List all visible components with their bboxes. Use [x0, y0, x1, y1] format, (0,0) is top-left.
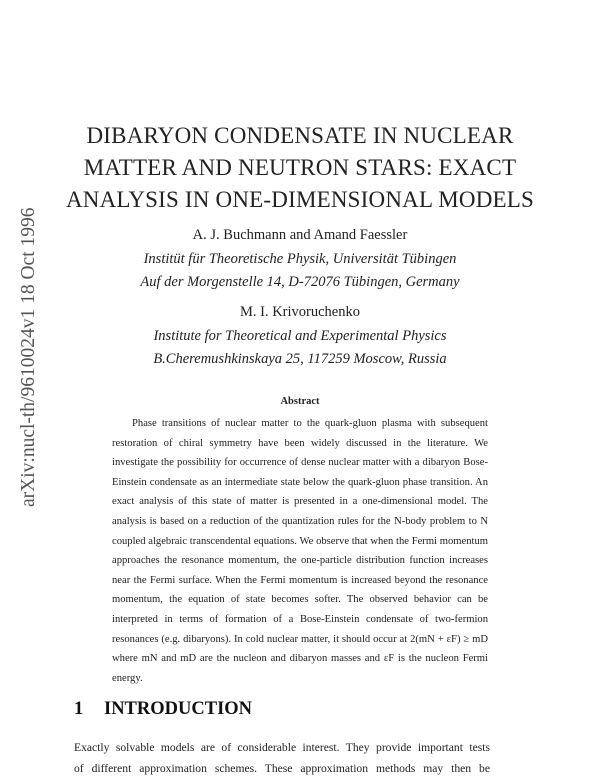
- intro-line-1: Exactly solvable models are of considerable interest. They provide important tests: [74, 741, 490, 754]
- affiliation-1-line-2: Auf der Morgenstelle 14, D-72076 Tübingen, Germany: [140, 274, 460, 290]
- title-line-3: ANALYSIS IN ONE-DIMENSIONAL MODELS: [65, 187, 535, 212]
- section-title: INTRODUCTION: [104, 699, 253, 719]
- authors-group-1: A. J. Buchmann and Amand Faessler: [192, 227, 408, 243]
- arxiv-identifier: arXiv:nucl-th/9610024v1 18 Oct 1996: [18, 207, 39, 507]
- title-line-2: MATTER AND NEUTRON STARS: EXACT: [83, 155, 517, 180]
- intro-line-2: of different approximation schemes. These approximation methods may then be: [74, 762, 490, 775]
- authors-group-2: M. I. Krivoruchenko: [239, 304, 360, 320]
- introduction-text: [74, 737, 490, 779]
- section-number: 1: [74, 699, 84, 719]
- affiliation-2-line-1: Institute for Theoretical and Experimental Physics: [153, 328, 447, 344]
- abstract-heading: Abstract: [280, 396, 320, 407]
- affiliation-2-line-2: B.Cheremushkinskaya 25, 117259 Moscow, Russia: [153, 351, 447, 367]
- title-line-1: DIBARYON CONDENSATE IN NUCLEAR: [86, 123, 514, 148]
- affiliation-1-line-1: Institüt für Theoretische Physik, Universität Tübingen: [143, 251, 457, 267]
- paper-title: [60, 120, 540, 216]
- abstract-body: Phase transitions of nuclear matter to the quark-gluon plasma with subsequent restoration of chiral symmetry have been widely discussed in the literature. We investigate the possibility for occurrence of dense nuclear matter with a dibaryon Bose-Einstein condensate as an intermediate state below the quark-gluon phase transition. An exact analysis of this state of matter is presented in a one-dimensional model. The analysis is based on a reduction of the quantization rules for the N-body problem to N coupled algebraic transcendental equations. We observe that when the Fermi momentum approaches the resonance momentum, the one-particle distribution function increases near the Fermi surface. When the Fermi momentum is increased beyond the resonance momentum, the equation of state becomes softer. The observed behavior can be interpreted in terms of formation of a Bose-Einstein condensate of two-fermion resonances (e.g. dibaryons). In cold nuclear matter, it should occur at 2(mN + εF) ≥ mD where mN and mD are the nucleon and dibaryon masses and εF is the nucleon Fermi energy.: [112, 418, 488, 684]
- section-heading: [74, 699, 252, 720]
